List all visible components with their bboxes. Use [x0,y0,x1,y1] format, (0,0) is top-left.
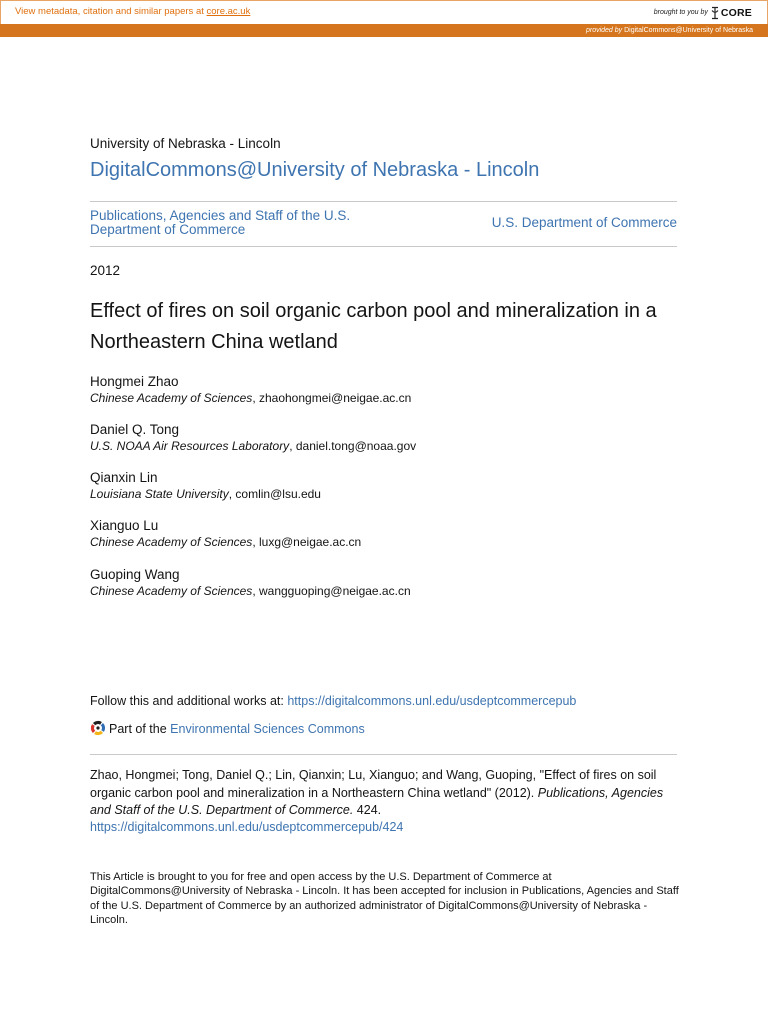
author-list [90,373,677,614]
follow-line [90,693,576,709]
author-entry [90,421,677,469]
author-affiliation: U.S. NOAA Air Resources Laboratory [90,438,290,453]
author-affiliation-line [90,438,677,455]
core-provider-bar [0,24,768,37]
core-brand-link[interactable] [654,5,752,20]
affiliation-separator: , [252,390,259,405]
institution-name: University of Nebraska - Lincoln [90,136,281,151]
follow-label: Follow this and additional works at: [90,694,284,708]
author-affiliation: Chinese Academy of Sciences [90,390,253,405]
author-email: comlin@lsu.edu [235,487,321,502]
article-title: Effect of fires on soil organic carbon pool and mineralization in a Northeastern China wetland [90,300,657,353]
affiliation-separator: , [252,583,259,598]
affiliation-separator: , [228,487,236,502]
author-affiliation: Chinese Academy of Sciences [90,535,253,550]
citation-url-link[interactable]: https://digitalcommons.unl.edu/usdeptcommercepub/424 [90,820,404,835]
author-affiliation: Chinese Academy of Sciences [90,583,253,598]
brought-to-you-text: brought to you by [653,9,708,16]
author-affiliation-line [90,486,677,503]
core-ac-uk-link[interactable]: core.ac.uk [206,6,251,17]
author-email: wangguoping@neigae.ac.cn [258,583,411,598]
author-affiliation-line [90,583,677,600]
citation-number: 424. [356,802,382,817]
author-affiliation-line [90,390,677,407]
divider [90,246,677,247]
publication-year: 2012 [90,263,121,278]
affiliation-separator: , [289,438,296,453]
provider-link[interactable]: DigitalCommons@University of Nebraska [624,27,753,34]
provided-by-line [586,24,753,37]
citation-series: Publications, Agencies and Staff of the U.S. Department of Commerce. [90,785,664,817]
author-affiliation: Louisiana State University [90,487,229,502]
author-entry [90,517,677,565]
author-name: Hongmei Zhao [90,373,179,389]
provided-by-text: provided by [585,27,623,34]
core-logo-icon [710,6,720,20]
part-of-label: Part of the [109,722,167,736]
author-name: Daniel Q. Tong [90,421,180,437]
author-name: Xianguo Lu [90,518,159,534]
author-email: luxg@neigae.ac.cn [258,535,362,550]
affiliation-separator: , [252,535,259,550]
author-email: zhaohongmei@neigae.ac.cn [258,390,412,405]
core-banner [0,0,768,24]
author-entry [90,566,677,614]
author-entry [90,373,677,421]
citation-text: Zhao, Hongmei; Tong, Daniel Q.; Lin, Qianxin; Lu, Xianguo; and Wang, Guoping, "Effect of fires on soil organic carbon pool and mineralization in a Northeastern China wetland" (2012). [90,768,657,800]
core-view-text: View metadata, citation and similar papers at [15,6,204,17]
core-view-metadata [15,6,250,18]
repository-link[interactable]: DigitalCommons@University of Nebraska - Lincoln [90,159,540,181]
author-entry [90,469,677,517]
author-name: Qianxin Lin [90,470,158,486]
author-affiliation-line [90,534,677,551]
follow-url-link[interactable]: https://digitalcommons.unl.edu/usdeptcommercepub [287,694,577,708]
commons-network-icon [90,720,106,736]
divider [90,754,677,755]
environmental-sciences-commons-link[interactable]: Environmental Sciences Commons [170,722,365,736]
author-name: Guoping Wang [90,566,180,582]
open-access-notice: This Article is brought to you for free and open access by the U.S. Department of Commerce at DigitalCommons@University of Nebraska - Lincoln. It has been accepted for inclusion in Publications, Agencies and Staff of the U.S. Department of Commerce by an authorized administrator of DigitalCommons@University of Nebraska - Lincoln. [90,870,679,927]
collection-link[interactable]: Publications, Agencies and Staff of the U.S. Department of Commerce [90,208,351,237]
divider [90,201,677,202]
core-brand-name: CORE [720,6,752,19]
part-of-line [90,720,365,737]
author-email: daniel.tong@noaa.gov [295,438,417,453]
citation [90,767,680,836]
department-link[interactable]: U.S. Department of Commerce [491,215,677,230]
